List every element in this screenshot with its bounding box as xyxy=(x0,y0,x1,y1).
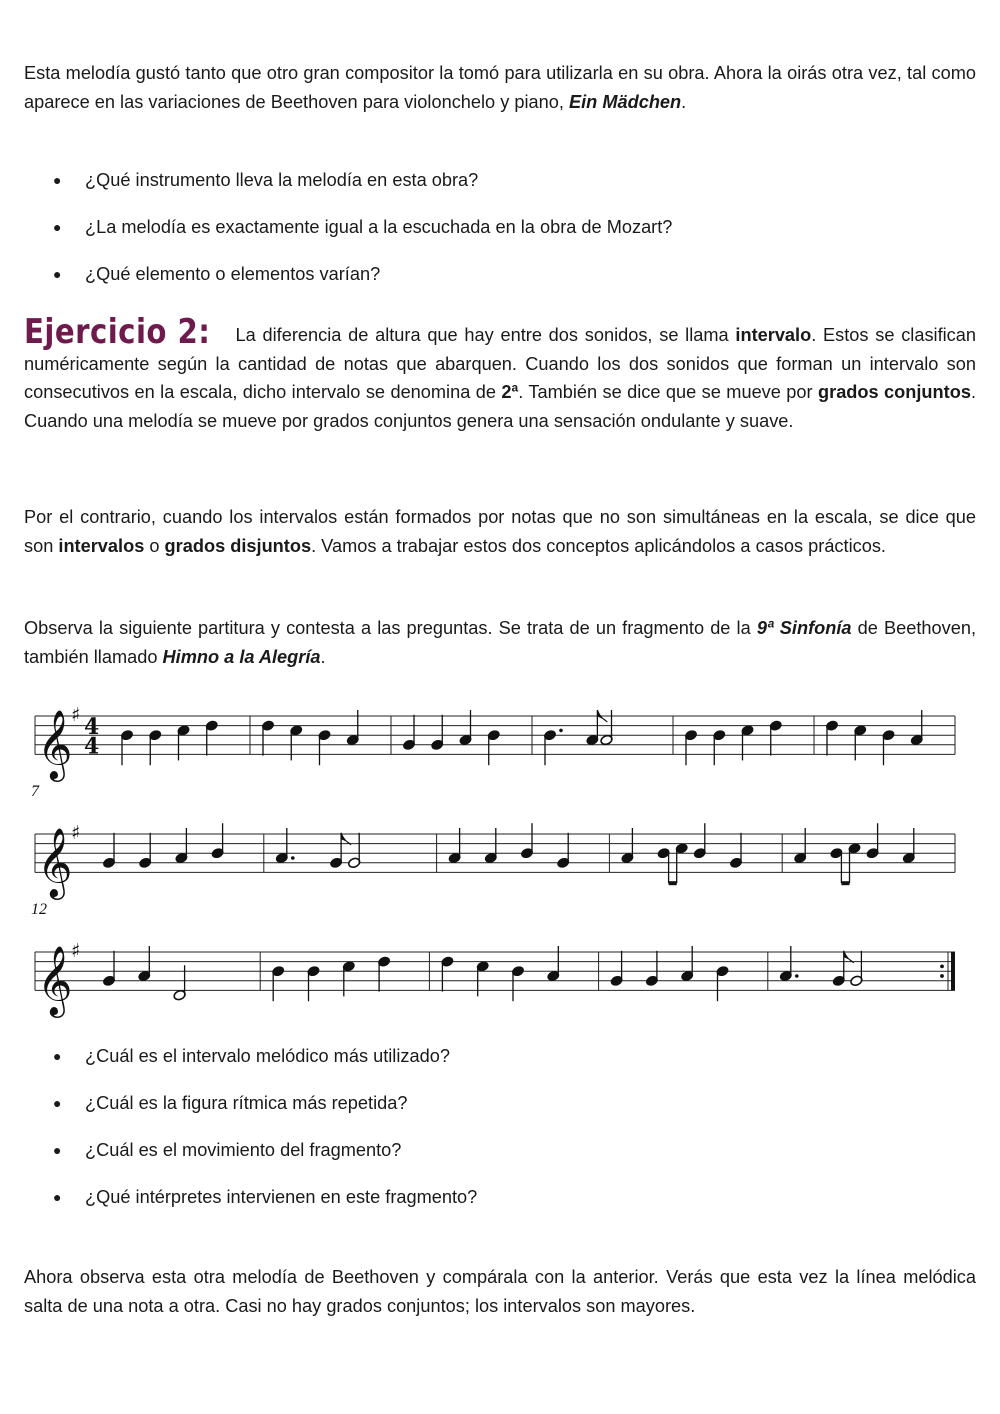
contrario-paragraph xyxy=(24,503,976,560)
bullet-icon: ● xyxy=(53,1095,62,1111)
question-text: ¿Cuál es la figura rítmica más repetida? xyxy=(85,1093,408,1113)
question-text: ¿La melodía es exactamente igual a la escuchada en la obra de Mozart? xyxy=(85,217,673,237)
repeat-dot xyxy=(940,974,944,978)
staff-system xyxy=(31,783,955,899)
bullet-icon: ● xyxy=(53,266,62,282)
question-list-1 xyxy=(24,166,924,307)
ex2-text-4: . Cuando una melodía se mueve por grados conjuntos genera una sensación ondulante y suave. xyxy=(24,382,976,431)
treble-clef-icon: 𝄞 xyxy=(37,945,73,1016)
staff-system xyxy=(35,704,955,781)
ex2-text-3: . También se dice que se mueve por xyxy=(518,382,818,402)
treble-clef-icon: 𝄞 xyxy=(37,709,73,780)
question-text: ¿Qué instrumento lleva la melodía en esta obra? xyxy=(85,170,479,190)
bullet-icon: ● xyxy=(53,1142,62,1158)
term-2a: 2ª xyxy=(501,382,519,402)
intro-paragraph xyxy=(24,59,976,116)
bullet-icon: ● xyxy=(53,219,62,235)
exercise-title: Ejercicio 2: xyxy=(24,312,211,352)
sharp-icon: ♯ xyxy=(71,822,81,844)
exercise-2-paragraph xyxy=(24,312,977,435)
measure-number: 12 xyxy=(31,901,47,918)
observa-text-3: . xyxy=(320,646,326,667)
contrario-text-3: . Vamos a trabajar estos dos conceptos aplicándolos a casos prácticos. xyxy=(311,535,886,556)
bullet-icon: ● xyxy=(53,172,62,188)
term-grados-conjuntos: grados conjuntos xyxy=(818,382,971,402)
ex2-text-2: . Estos se clasifican numéricamente según la cantidad de notas que abarquen. Cuando los dos sonidos que forman un intervalo son consecutivos en la escala, dicho intervalo se denomina de xyxy=(24,325,977,402)
question-text: ¿Cuál es el intervalo melódico más utilizado? xyxy=(85,1046,450,1066)
term-grados-disjuntos: grados disjuntos xyxy=(164,535,312,556)
term-intervalo: intervalo xyxy=(735,325,812,345)
contrario-text-2: o xyxy=(144,535,165,556)
list-item xyxy=(24,213,924,260)
list-item xyxy=(24,1089,924,1136)
intro-end: . xyxy=(681,91,687,112)
question-text: ¿Qué intérpretes intervienen en este fragmento? xyxy=(85,1187,478,1207)
dot xyxy=(795,974,799,978)
term-intervalos: intervalos xyxy=(58,535,145,556)
sharp-icon: ♯ xyxy=(71,940,81,962)
flag xyxy=(844,951,854,963)
question-text: ¿Qué elemento o elementos varían? xyxy=(85,264,381,284)
list-item xyxy=(24,260,924,307)
measure-number: 7 xyxy=(31,783,39,800)
final-barline xyxy=(951,952,955,990)
question-text: ¿Cuál es el movimiento del fragmento? xyxy=(85,1140,402,1160)
observa-text-1: Observa la siguiente partitura y contesta a las preguntas. Se trata de un fragmento de la xyxy=(24,618,757,638)
ex2-text-1: La diferencia de altura que hay entre dos sonidos, se llama xyxy=(228,325,736,345)
observa-text-2: de Beethoven, también llamado xyxy=(24,618,976,667)
time-signature-top: 4 xyxy=(84,714,100,741)
list-item xyxy=(24,1136,924,1183)
list-item xyxy=(24,1042,924,1089)
hymn-title: Himno a la Alegría xyxy=(162,646,321,667)
contrario-text-1: Por el contrario, cuando los intervalos están formados por notas que no son simultáneas en la escala, se dice que son xyxy=(24,507,976,556)
staff-system xyxy=(31,901,955,1017)
ahora-paragraph: Ahora observa esta otra melodía de Beethoven y compárala con la anterior. Verás que esta vez la línea melódica salta de una nota a otra. Casi no hay grados conjuntos; los intervalos son mayores. xyxy=(24,1267,976,1316)
flag xyxy=(341,833,351,845)
observa-paragraph xyxy=(24,614,976,671)
intro-text: Esta melodía gustó tanto que otro gran compositor la tomó para utilizarla en su obra. Ahora la oirás otra vez, tal como aparece en las variaciones de Beethoven para violonchelo y piano, xyxy=(24,63,976,112)
list-item xyxy=(24,1183,924,1230)
treble-clef-icon: 𝄞 xyxy=(37,827,73,898)
list-item xyxy=(24,166,924,213)
dot xyxy=(291,856,295,860)
music-score xyxy=(31,688,965,1018)
sharp-icon: ♯ xyxy=(71,704,81,726)
bullet-icon: ● xyxy=(53,1048,62,1064)
work-title: Ein Mädchen xyxy=(568,91,682,112)
repeat-dot xyxy=(940,965,944,969)
dot xyxy=(559,729,563,733)
question-list-2 xyxy=(24,1042,924,1230)
symphony-title: 9ª Sinfonía xyxy=(756,618,852,638)
time-signature-bottom: 4 xyxy=(84,733,100,760)
bullet-icon: ● xyxy=(53,1189,62,1205)
